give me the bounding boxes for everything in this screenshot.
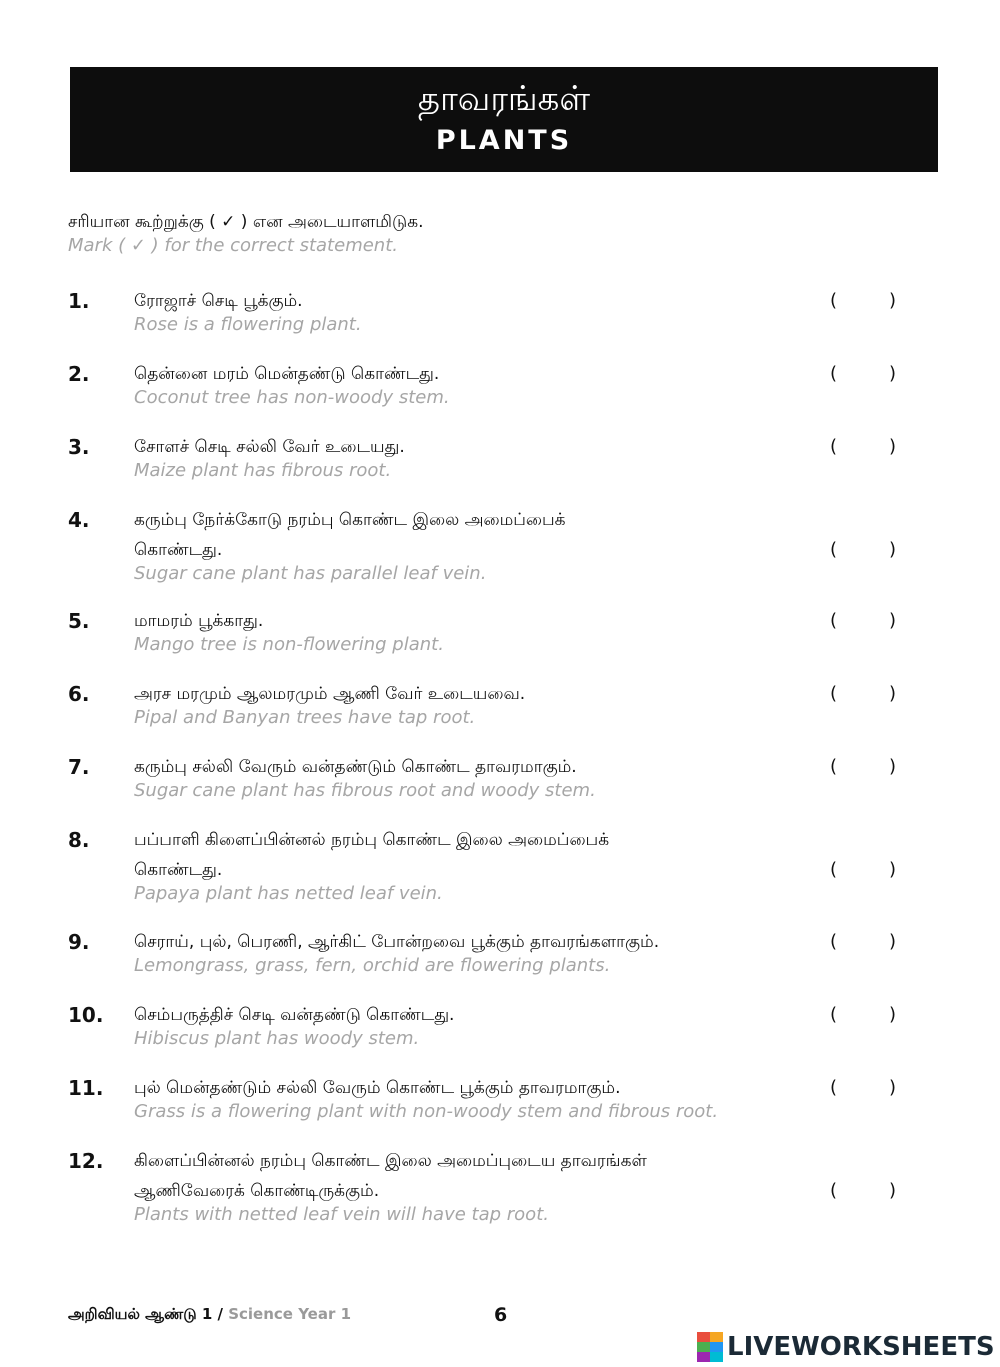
statement-tamil: சோளச் செடி சல்லி வேர் உடையது. — [134, 437, 405, 457]
answer-box[interactable] — [830, 289, 896, 313]
statement-tamil-continued: கொண்டது. — [134, 540, 223, 560]
statement-tamil: ரோஜாச் செடி பூக்கும். — [134, 291, 303, 311]
statement-english: Hibiscus plant has woody stem. — [134, 1028, 420, 1049]
question-text — [134, 508, 824, 586]
answer-box-close: ) — [888, 539, 896, 560]
answer-box[interactable] — [830, 1003, 896, 1027]
badge-cell — [697, 1332, 710, 1342]
answer-box-close: ) — [888, 610, 896, 631]
answer-box-close: ) — [888, 1004, 896, 1025]
question-number: 4. — [68, 508, 90, 532]
footer-subject — [68, 1305, 351, 1325]
liveworksheets-wordmark: LIVEWORKSHEETS — [727, 1332, 995, 1362]
answer-box-close: ) — [888, 1180, 896, 1201]
answer-box-close: ) — [888, 290, 896, 311]
page-title-english: PLANTS — [435, 125, 573, 156]
question-text — [134, 1149, 824, 1227]
question-text — [134, 1076, 824, 1124]
question-text — [134, 435, 824, 483]
liveworksheets-logo[interactable] — [697, 1330, 995, 1364]
statement-tamil: கிளைப்பின்னல் நரம்பு கொண்ட இலை அமைப்புடைய தாவரங்கள் — [134, 1151, 647, 1171]
question-number: 1. — [68, 289, 90, 313]
instruction-tamil: சரியான கூற்றுக்கு ( ✓ ) என அடையாளமிடுக. — [68, 212, 424, 232]
answer-box[interactable] — [830, 1179, 896, 1203]
question-text — [134, 930, 824, 978]
answer-box-close: ) — [888, 683, 896, 704]
statement-tamil: பப்பாளி கிளைப்பின்னல் நரம்பு கொண்ட இலை அமைப்பைக் — [134, 830, 610, 850]
statement-tamil: கரும்பு நேர்க்கோடு நரம்பு கொண்ட இலை அமைப்பைக் — [134, 510, 566, 530]
statement-tamil: தென்னை மரம் மென்தண்டு கொண்டது. — [134, 364, 440, 384]
answer-box-open: ( — [830, 436, 838, 457]
badge-cell — [710, 1342, 723, 1352]
statement-english: Pipal and Banyan trees have tap root. — [134, 707, 476, 728]
badge-cell — [710, 1352, 723, 1362]
answer-box[interactable] — [830, 930, 896, 954]
question-number: 6. — [68, 682, 90, 706]
question-text — [134, 609, 824, 657]
answer-box-open: ( — [830, 290, 838, 311]
answer-box[interactable] — [830, 858, 896, 882]
statement-english: Sugar cane plant has fibrous root and woody stem. — [134, 780, 596, 801]
instruction — [68, 210, 423, 258]
statement-tamil: புல் மென்தண்டும் சல்லி வேரும் கொண்ட பூக்கும் தாவரமாகும். — [134, 1078, 621, 1098]
answer-box-open: ( — [830, 1077, 838, 1098]
footer-subject-english: Science Year 1 — [228, 1305, 352, 1323]
question-number: 8. — [68, 828, 90, 852]
answer-box-close: ) — [888, 931, 896, 952]
question-number: 3. — [68, 435, 90, 459]
statement-english: Coconut tree has non-woody stem. — [134, 387, 450, 408]
question-text — [134, 682, 824, 730]
page-title-tamil: தாவரங்கள் — [417, 79, 591, 119]
answer-box[interactable] — [830, 538, 896, 562]
answer-box[interactable] — [830, 682, 896, 706]
answer-box-open: ( — [830, 1004, 838, 1025]
question-number: 11. — [68, 1076, 104, 1100]
statement-tamil: கரும்பு சல்லி வேரும் வன்தண்டும் கொண்ட தாவரமாகும். — [134, 757, 577, 777]
answer-box[interactable] — [830, 755, 896, 779]
statement-tamil-continued: கொண்டது. — [134, 860, 223, 880]
badge-cell — [697, 1342, 710, 1352]
statement-english: Rose is a flowering plant. — [134, 314, 362, 335]
answer-box-open: ( — [830, 1180, 838, 1201]
question-number: 12. — [68, 1149, 104, 1173]
statement-english: Maize plant has fibrous root. — [134, 460, 392, 481]
answer-box-open: ( — [830, 683, 838, 704]
footer-subject-tamil: அறிவியல் ஆண்டு 1 / — [68, 1305, 223, 1323]
answer-box-open: ( — [830, 756, 838, 777]
question-number: 5. — [68, 609, 90, 633]
statement-english: Mango tree is non-flowering plant. — [134, 634, 444, 655]
answer-box[interactable] — [830, 609, 896, 633]
question-number: 9. — [68, 930, 90, 954]
statement-english: Sugar cane plant has parallel leaf vein. — [134, 563, 487, 584]
answer-box-close: ) — [888, 756, 896, 777]
answer-box[interactable] — [830, 1076, 896, 1100]
question-text — [134, 828, 824, 906]
statement-tamil: செம்பருத்திச் செடி வன்தண்டு கொண்டது. — [134, 1005, 455, 1025]
statement-english: Grass is a flowering plant with non-woody stem and fibrous root. — [134, 1101, 719, 1122]
question-number: 2. — [68, 362, 90, 386]
statement-tamil: செராய், புல், பெரணி, ஆர்கிட் போன்றவை பூக்கும் தாவரங்களாகும். — [134, 932, 660, 952]
answer-box-open: ( — [830, 610, 838, 631]
statement-tamil-continued: ஆணிவேரைக் கொண்டிருக்கும். — [134, 1181, 380, 1201]
answer-box-close: ) — [888, 436, 896, 457]
question-text — [134, 362, 824, 410]
question-text — [134, 289, 824, 337]
badge-cell — [710, 1332, 723, 1342]
question-text — [134, 1003, 824, 1051]
badge-cell — [697, 1352, 710, 1362]
statement-tamil: அரச மரமும் ஆலமரமும் ஆணி வேர் உடையவை. — [134, 684, 526, 704]
answer-box[interactable] — [830, 362, 896, 386]
answer-box-open: ( — [830, 859, 838, 880]
answer-box-close: ) — [888, 859, 896, 880]
statement-english: Plants with netted leaf vein will have tap root. — [134, 1204, 549, 1225]
answer-box[interactable] — [830, 435, 896, 459]
statement-tamil: மாமரம் பூக்காது. — [134, 611, 264, 631]
title-banner — [70, 67, 938, 172]
statement-english: Papaya plant has netted leaf vein. — [134, 883, 443, 904]
answer-box-close: ) — [888, 363, 896, 384]
statement-english: Lemongrass, grass, fern, orchid are flowering plants. — [134, 955, 611, 976]
instruction-english: Mark ( ✓ ) for the correct statement. — [68, 235, 398, 256]
answer-box-open: ( — [830, 931, 838, 952]
question-number: 10. — [68, 1003, 104, 1027]
answer-box-close: ) — [888, 1077, 896, 1098]
page-number: 6 — [494, 1304, 508, 1326]
liveworksheets-badge-icon — [697, 1332, 723, 1362]
answer-box-open: ( — [830, 363, 838, 384]
question-number: 7. — [68, 755, 90, 779]
question-text — [134, 755, 824, 803]
answer-box-open: ( — [830, 539, 838, 560]
